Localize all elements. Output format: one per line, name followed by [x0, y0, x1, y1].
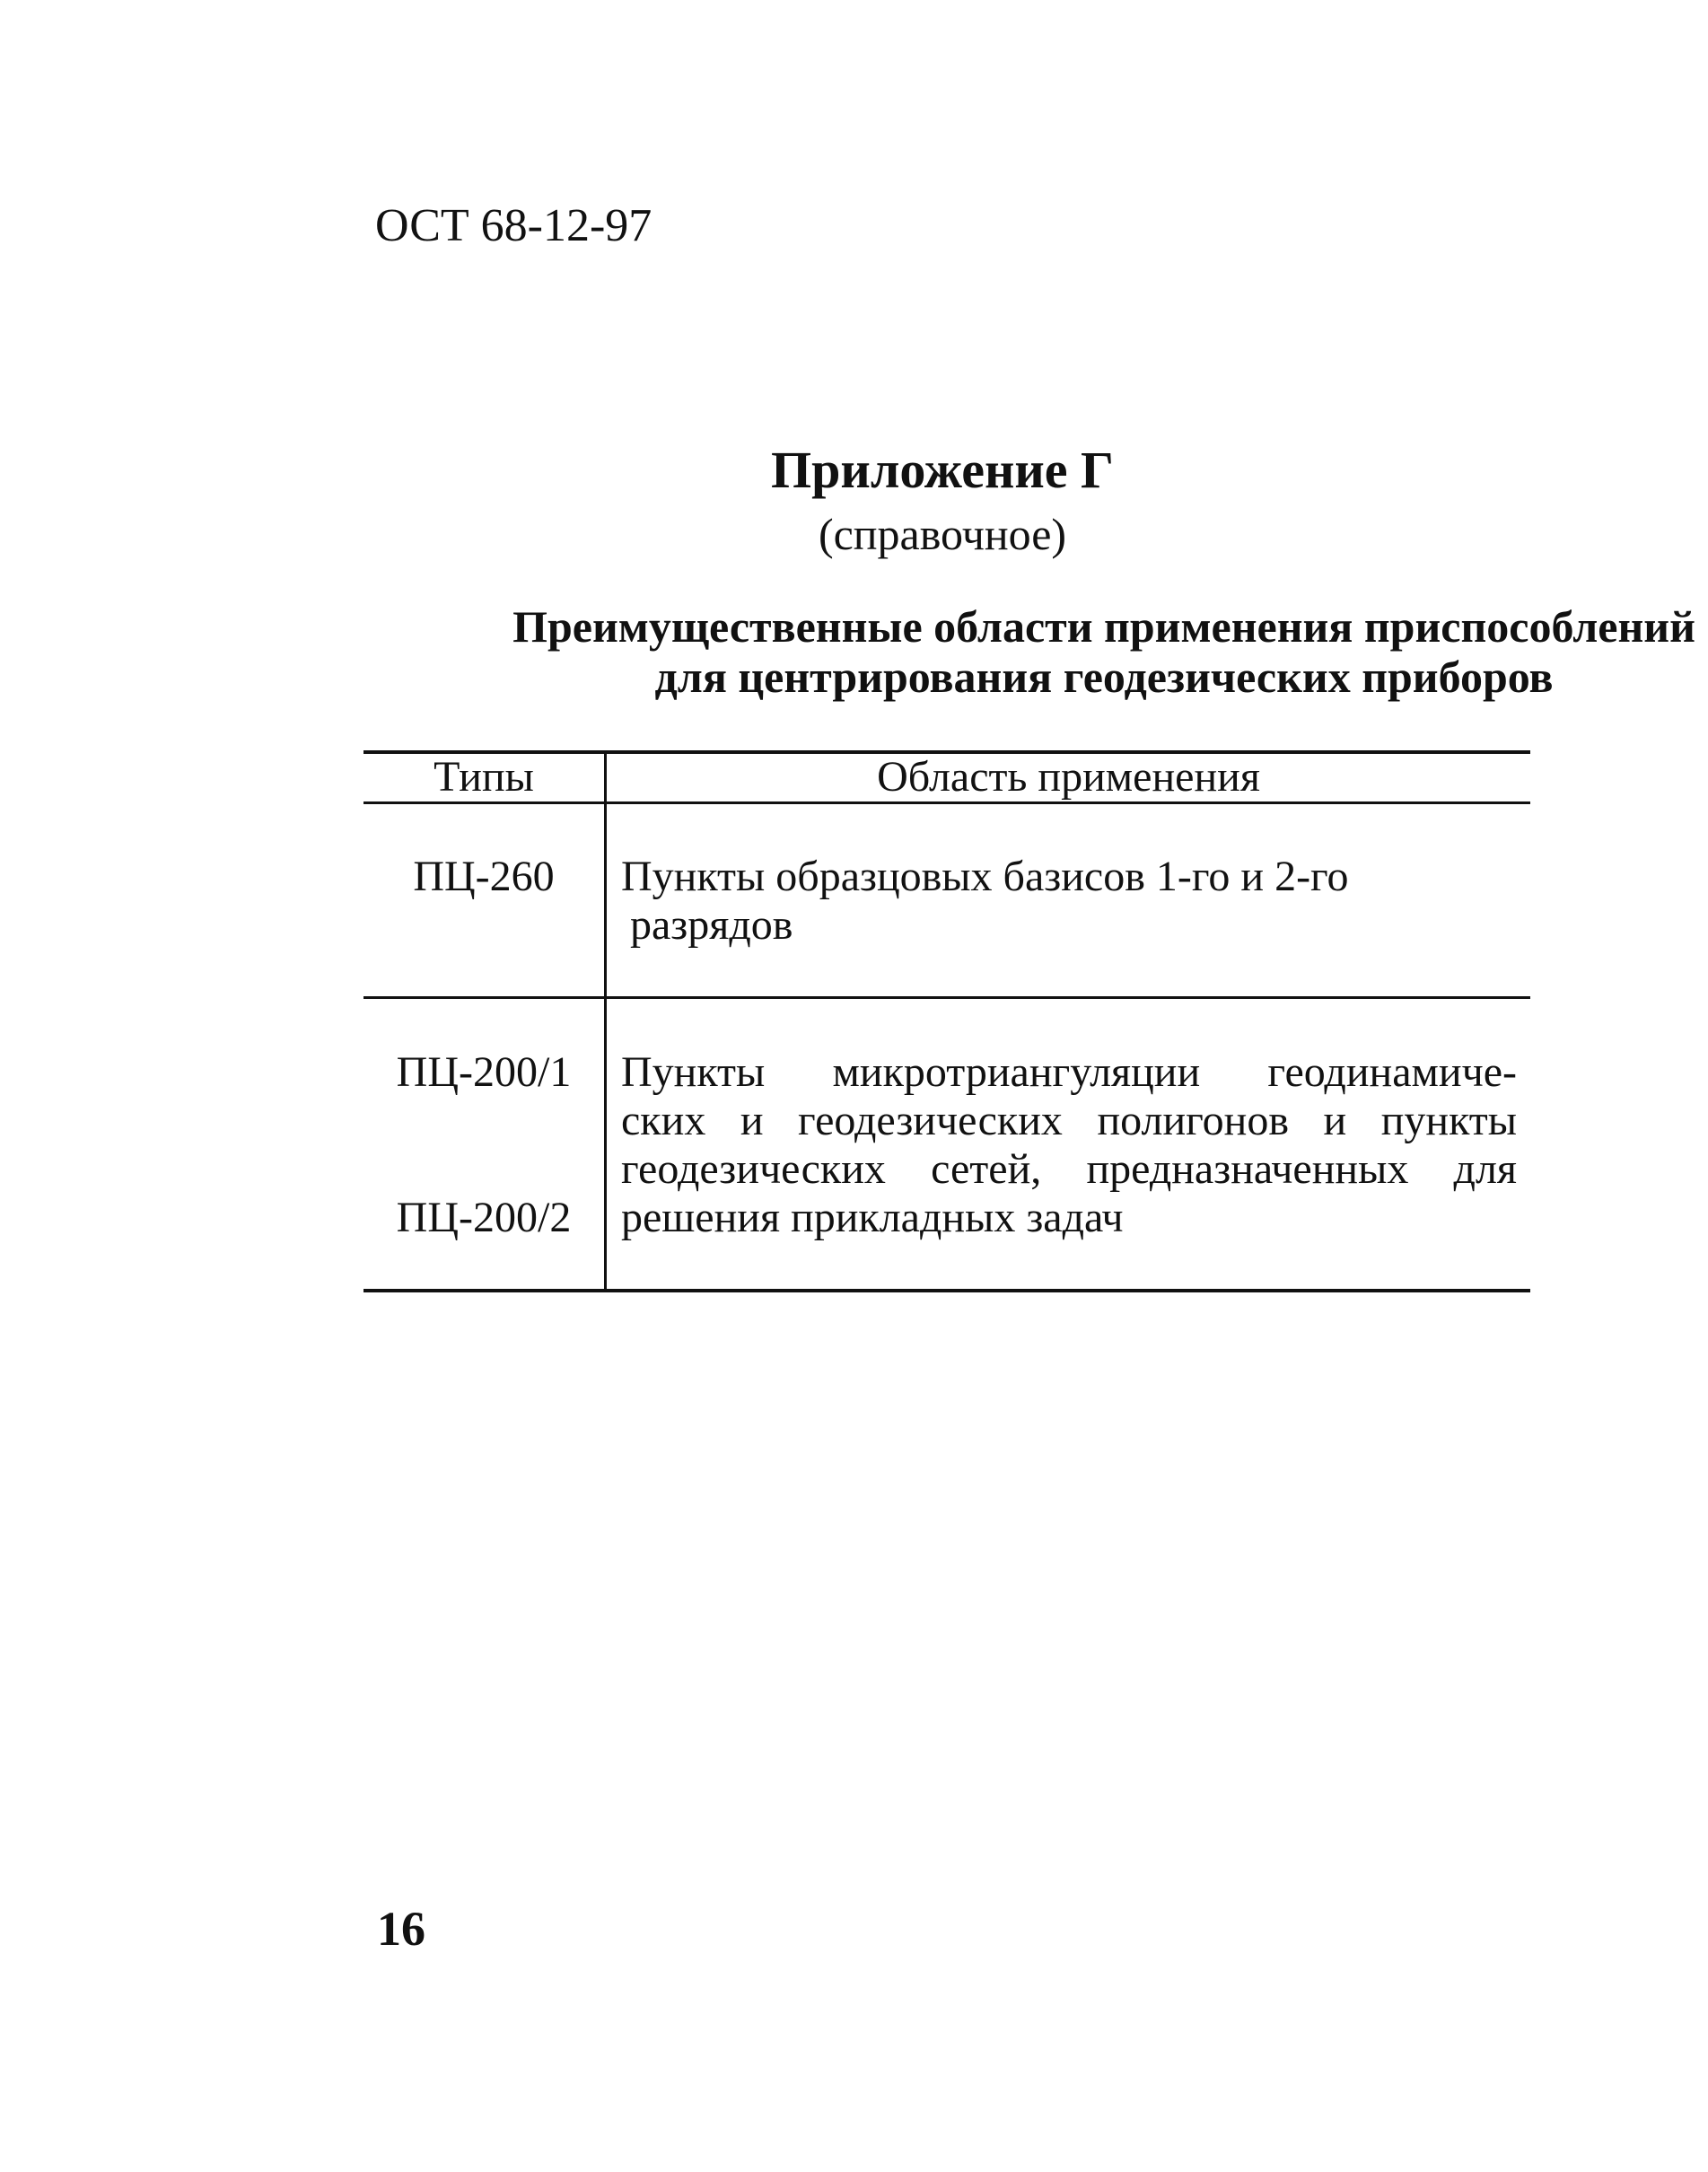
- appendix-title: Приложение Г: [771, 441, 1114, 499]
- description-line: разрядов: [630, 901, 793, 949]
- table-header-rule: [363, 801, 1530, 804]
- table-cell-type: ПЦ-200/2: [396, 1194, 572, 1241]
- table-cell-type: ПЦ-260: [413, 853, 555, 900]
- table-column-divider: [604, 752, 607, 1291]
- page-number: 16: [377, 1902, 425, 1956]
- table-cell-description: [621, 1048, 1517, 1242]
- description-line: решения прикладных задач: [621, 1194, 1124, 1241]
- table-title: [341, 601, 1708, 702]
- table-cell-type: ПЦ-200/1: [396, 1048, 572, 1096]
- description-line: Пункты микротриангуляции геодинамиче-: [621, 1048, 1517, 1096]
- table-row-divider: [363, 996, 1530, 999]
- table-cell-description: [621, 853, 1517, 950]
- table-title-line: Преимущественные области применения приспособлений: [512, 601, 1695, 652]
- column-header-types: Типы: [434, 753, 534, 801]
- document-code: ОСТ 68-12-97: [375, 200, 653, 251]
- description-line: геодезических сетей, предназначенных для: [621, 1145, 1517, 1193]
- table-title-line: для центрирования геодезических приборов: [654, 652, 1554, 702]
- table-bottom-rule: [363, 1289, 1530, 1292]
- description-line: ских и геодезических полигонов и пункты: [621, 1097, 1517, 1144]
- description-line: Пункты образцовых базисов 1-го и 2-го: [621, 853, 1349, 900]
- appendix-subtitle: (справочное): [818, 509, 1067, 559]
- column-header-area: Область применения: [877, 753, 1260, 801]
